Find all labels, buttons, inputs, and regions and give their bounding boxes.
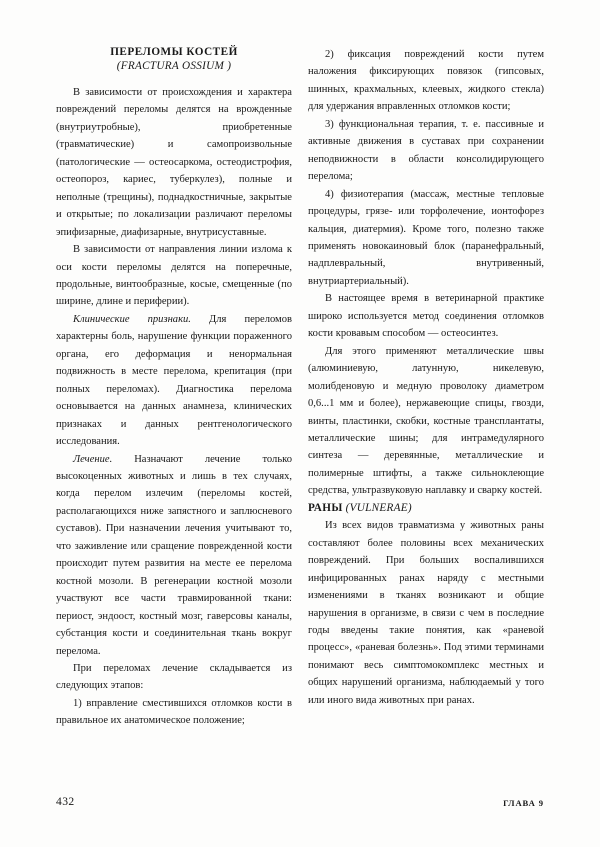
run-in-heading-clinical-signs: Клинические признаки. [73, 313, 191, 325]
list-item: 3) функциональная терапия, т. е. пассивные и активные движения в суставах при сохранении неподвижности в области консолидирующего перелома; [308, 118, 544, 183]
paragraph-clinical-signs [56, 311, 292, 451]
section-title-latin: (FRACTURA OSSIUM ) [116, 60, 232, 73]
paragraph-treatment [56, 451, 292, 660]
list-item: 2) фиксация повреждений кости путем наложения фиксирующих повязок (гипсовых, шинных, крахмальных, клеевых, жидкого стекла) для удержания вправленных отломков кости; [308, 49, 544, 113]
paragraph: При переломах лечение складывается из следующих этапов: [56, 662, 292, 692]
text-column-left [56, 84, 292, 730]
section-heading [56, 46, 292, 73]
paragraph: Из всех видов травматизма у животных раны составляют более половины всех механических повреждений. При больших воспалившихся инфицированных ранах наряду с местными изменениями в тканях возникают и общие нарушения в организме, в связи с чем в последние годы введены такие понятия, как «раневой процесс», «раневая болезнь». Под этими терминами понимают весь симптомокомплекс местных и общих нарушений организма, наблюдаемый у того или иного вида животных при ранах. [308, 520, 544, 706]
paragraph: В зависимости от направления линии излома к оси кости переломы делятся на поперечные, продольные, винтообразные, косые, смещенные (по ширине, длине и периферии). [56, 244, 292, 308]
page-number: 432 [56, 795, 75, 808]
list-item: 1) вправление сместившихся отломков кости в правильное их анатомическое положение; [56, 697, 292, 727]
text-column-right [308, 46, 544, 709]
paragraph-body: Для переломов характерны боль, нарушение функции пораженного органа, его деформация и ненормальная подвижность в месте перелома, крепитация (при полных переломах). Диагностика перелома основывается на данных анамнеза, клинических признаках и данных рентгенологического исследования. [56, 313, 292, 448]
list-item: 4) физиотерапия (массаж, местные тепловые процедуры, грязе- или торфолечение, ионтофорез кальция, диатермия). Кроме того, полезно также применять новокаиновый блок (паранефральный, надплевральный, внутривенный, внутриартериальный). [308, 188, 544, 287]
run-in-heading-treatment: Лечение. [73, 453, 113, 465]
paragraph-body: Назначают лечение только высокоценных животных и лишь в тех случаях, когда перелом излечим (переломы костей, располагающихся ниже запястного и заплюсневого суставов). При назначении лечения учитывают то, что заживление или сращение поврежденной кости происходит путем развития на месте ее перелома костной мозоли. В регенерации костной мозоли участвуют все части травмированной ткани: периост, эндоост, костный мозг, гаверсовы каналы, субстанция кости и соединительная ткань вокруг перелома. [56, 453, 292, 657]
running-head-chapter: ГЛАВА 9 [503, 798, 544, 808]
paragraph: В зависимости от происхождения и характера повреждений переломы делятся на врожденные (внутриутробные), приобретенные (травматические) и самопроизвольные (патологические — остеосаркома, остеодистрофия, остеопороз, кариес, туберкулез), полные и неполные (трещины), поднадкостничные, закрытые и открытые; по локализации различают переломы эпифизарные, диафизарные, внутрисуставные. [56, 87, 292, 238]
subsection-title-latin: (VULNERAE) [345, 501, 412, 514]
paragraph: Для этого применяют металлические швы (алюминиевую, латунную, никелевую, молибденовую и медную проволоку диаметром 0,6...1 мм и более), нержавеющие спицы, гвозди, винты, пластинки, скобки, костные трансплантаты, металлические шины; для интрамедулярного синтеза — деревянные, металлические и полимерные штифты, а также сильноклеющие средства, ультразвуковую наплавку и сварку костей. [308, 345, 544, 497]
section-title: ПЕРЕЛОМЫ КОСТЕЙ [110, 46, 238, 58]
page-footer [56, 795, 544, 811]
subsection-title: РАНЫ [308, 501, 343, 514]
paragraph: В настоящее время в ветеринарной практике широко используется метод соединения отломков кости кровавым способом — остеосинтез. [308, 293, 544, 340]
subsection-heading [308, 500, 544, 517]
